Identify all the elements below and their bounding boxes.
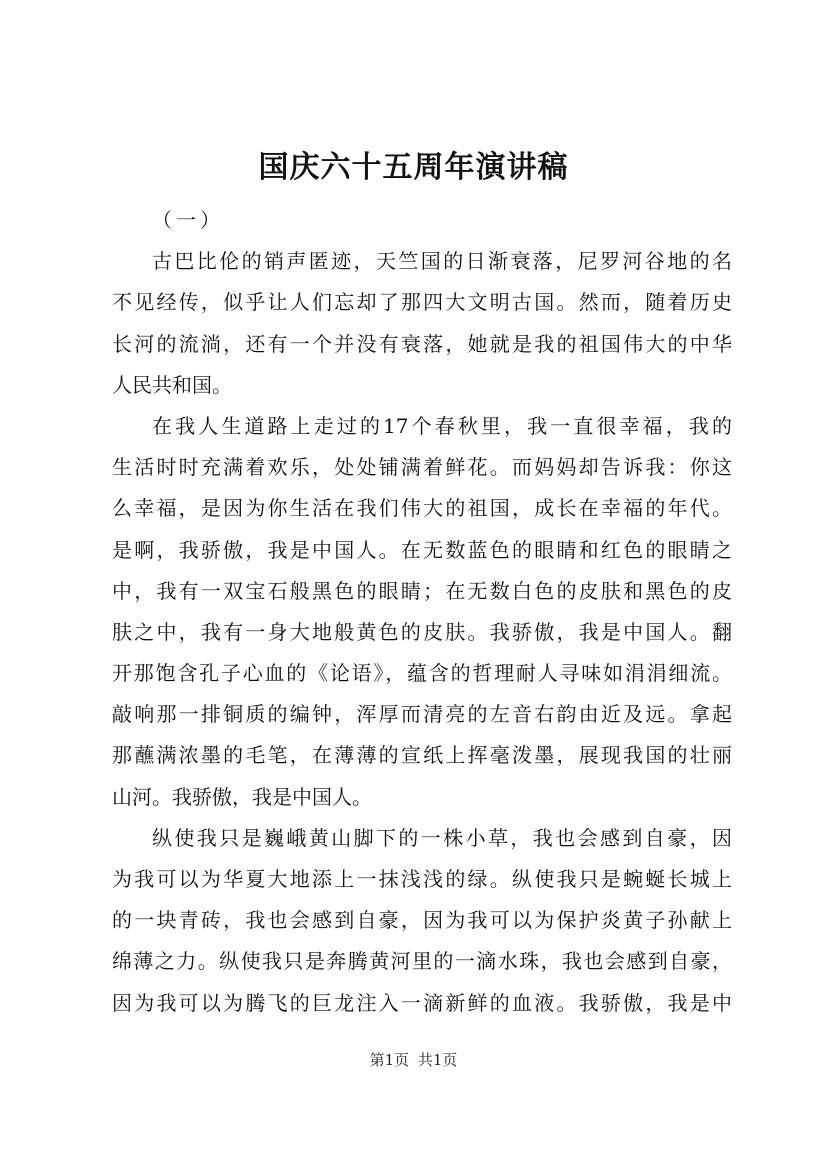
paragraph-line: 肤之中，我有一身大地般黄色的皮肤。我骄傲，我是中国人。翻 (112, 619, 732, 644)
paragraph-line: 古巴比伦的销声匿迹，天竺国的日渐衰落，尼罗河谷地的名 (152, 249, 732, 274)
paragraph-line: 因为我可以为腾飞的巨龙注入一滴新鲜的血液。我骄傲，我是中 (112, 990, 732, 1015)
paragraph-line: 生活时时充满着欢乐，处处铺满着鲜花。而妈妈却告诉我：你这 (112, 455, 732, 480)
paragraph-1 (112, 241, 732, 406)
page-footer: 第1页 共1页 (369, 1051, 458, 1069)
paragraph-line: 那蘸满浓墨的毛笔，在薄薄的宣纸上挥毫泼墨，展现我国的壮丽 (112, 743, 732, 768)
paragraph-line: 是啊，我骄傲，我是中国人。在无数蓝色的眼睛和红色的眼睛之 (112, 537, 732, 562)
paragraph-line: 中，我有一双宝石般黑色的眼睛；在无数白色的皮肤和黑色的皮 (112, 578, 732, 603)
paragraph-line: 不见经传，似乎让人们忘却了那四大文明古国。然而，随着历史 (112, 290, 732, 315)
paragraph-3 (112, 818, 732, 1024)
paragraph-line: 敲响那一排铜质的编钟，浑厚而清亮的左音右韵由近及远。拿起 (112, 702, 732, 727)
paragraph-line: 长河的流淌，还有一个并没有衰落，她就是我的祖国伟大的中华 (112, 331, 732, 356)
paragraph-line: 山河。我骄傲，我是中国人。 (112, 784, 372, 809)
paragraph-line: 纵使我只是巍峨黄山脚下的一株小草，我也会感到自豪，因 (152, 825, 732, 850)
paragraph-line: 绵薄之力。纵使我只是奔腾黄河里的一滴水珠，我也会感到自豪， (112, 949, 732, 974)
paragraph-line: 人民共和国。 (112, 372, 232, 397)
paragraph-line: 的一块青砖，我也会感到自豪，因为我可以为保护炎黄子孙献上 (112, 908, 732, 933)
paragraph-line: 开那饱含孔子心血的《论语》，蕴含的哲理耐人寻味如涓涓细流。 (112, 661, 732, 686)
section-mark: （一） (152, 208, 224, 232)
paragraph-line: 在我人生道路上走过的17个春秋里，我一直很幸福，我的 (152, 413, 732, 438)
paragraph-2 (112, 406, 732, 818)
paragraph-line: 为我可以为华夏大地添上一抹浅浅的绿。纵使我只是蜿蜒长城上 (112, 867, 732, 891)
paragraph-line: 么幸福，是因为你生活在我们伟大的祖国，成长在幸福的年代。 (112, 496, 732, 521)
document-body (112, 200, 732, 1024)
document-title: 国庆六十五周年演讲稿 (258, 150, 569, 185)
